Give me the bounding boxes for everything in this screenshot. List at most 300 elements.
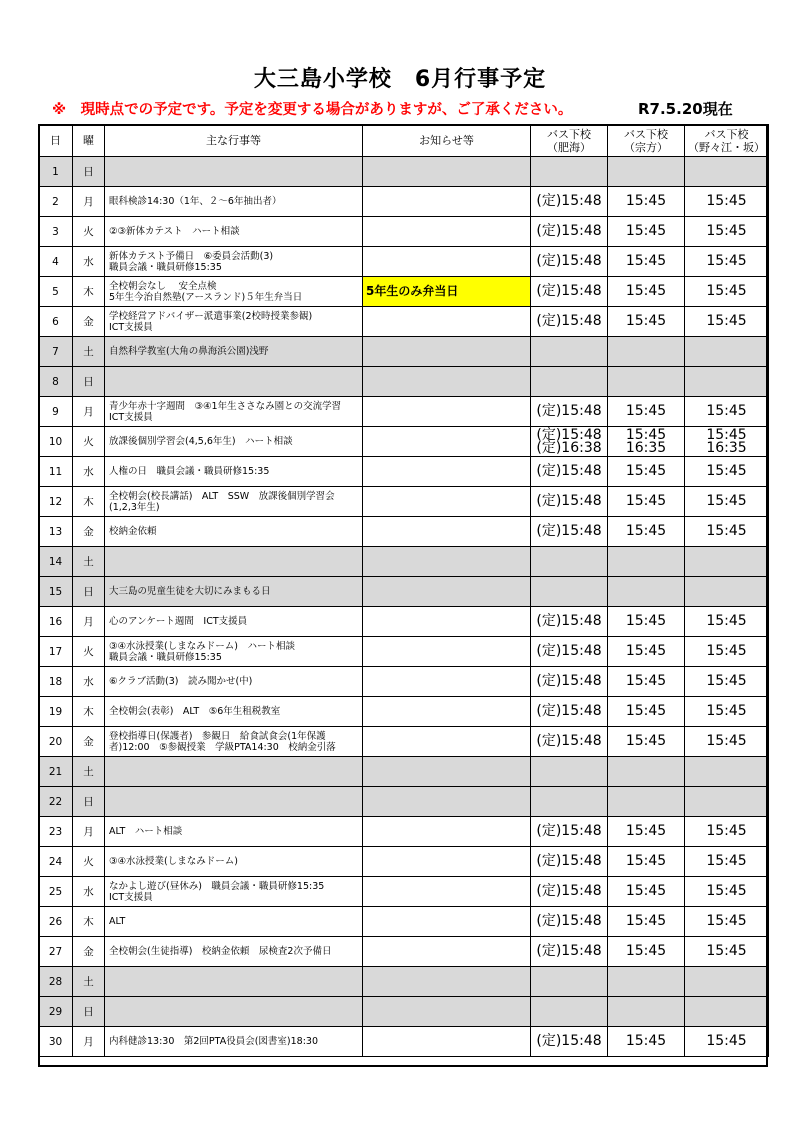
table-row bbox=[39, 877, 769, 907]
weekday-cell-line: 木 bbox=[83, 496, 94, 508]
weekday-cell bbox=[73, 907, 105, 937]
weekday-cell bbox=[73, 937, 105, 967]
events-cell bbox=[105, 817, 363, 847]
bus-himi-cell bbox=[531, 187, 608, 217]
bus-himi-cell-line: (定)15:48 bbox=[536, 853, 602, 869]
bus-munakata-cell bbox=[608, 247, 685, 277]
bus-nonoe-saka-cell-line: 15:45 bbox=[706, 883, 747, 899]
bus-himi-cell bbox=[531, 607, 608, 637]
events-cell-line: 校納金依頼 bbox=[109, 526, 157, 537]
weekday-cell-line: 月 bbox=[83, 826, 94, 838]
bus-himi-cell bbox=[531, 967, 608, 997]
events-cell-line: 青少年赤十字週間 ③④1年生ささなみ園との交流学習 ICT支援員 bbox=[109, 400, 351, 423]
bus-nonoe-saka-cell bbox=[685, 157, 769, 187]
events-cell bbox=[105, 787, 363, 817]
bus-himi-cell-line: (定)15:48 bbox=[536, 733, 602, 749]
bus-nonoe-saka-cell bbox=[685, 637, 769, 667]
table-row bbox=[39, 607, 769, 637]
weekday-cell-line: 日 bbox=[83, 586, 94, 598]
table-row bbox=[39, 277, 769, 307]
bus-himi-cell bbox=[531, 487, 608, 517]
bus-himi-cell bbox=[531, 727, 608, 757]
weekday-cell bbox=[73, 697, 105, 727]
bus-munakata-cell bbox=[608, 847, 685, 877]
notice-cell bbox=[363, 247, 531, 277]
weekday-cell-line: 金 bbox=[83, 526, 94, 538]
bus-himi-cell bbox=[531, 217, 608, 247]
day-cell-line: 28 bbox=[48, 975, 63, 988]
weekday-cell bbox=[73, 187, 105, 217]
bus-nonoe-saka-cell bbox=[685, 577, 769, 607]
weekday-cell bbox=[73, 487, 105, 517]
day-cell-line: 7 bbox=[52, 345, 59, 358]
bus-munakata-cell bbox=[608, 727, 685, 757]
bus-munakata-cell bbox=[608, 607, 685, 637]
bus-himi-cell bbox=[531, 637, 608, 667]
events-cell bbox=[105, 907, 363, 937]
bus-munakata-cell bbox=[608, 1027, 685, 1057]
events-cell-line: 内科健診13:30 第2回PTA役員会(図書室)18:30 bbox=[109, 1036, 319, 1047]
bus-munakata-cell bbox=[608, 787, 685, 817]
events-cell bbox=[105, 427, 363, 457]
events-cell bbox=[105, 337, 363, 367]
table-row bbox=[39, 937, 769, 967]
table-row bbox=[39, 187, 769, 217]
bus-munakata-cell-line: 15:45 bbox=[625, 493, 667, 509]
notice-cell bbox=[363, 607, 531, 637]
weekday-cell bbox=[73, 277, 105, 307]
bus-munakata-cell-line: 15:45 bbox=[625, 523, 667, 539]
notice-cell bbox=[363, 877, 531, 907]
bus-nonoe-saka-cell-line: 16:35 bbox=[706, 439, 747, 456]
bus-himi-cell-line: (定)15:48 bbox=[536, 403, 602, 419]
weekday-cell-line: 水 bbox=[83, 256, 94, 268]
notice-cell bbox=[363, 667, 531, 697]
table-row bbox=[39, 787, 769, 817]
weekday-cell-line: 日 bbox=[83, 1006, 94, 1018]
bus-nonoe-saka-cell-line: 15:45 bbox=[706, 523, 747, 539]
bus-nonoe-saka-cell bbox=[685, 517, 769, 547]
events-cell-line: ICT支援員 bbox=[109, 321, 153, 333]
events-cell-line: 人権の日 職員会議・職員研修15:35 bbox=[109, 466, 270, 477]
weekday-cell-line: 木 bbox=[83, 286, 94, 298]
bus-nonoe-saka-cell-line: 15:45 bbox=[706, 493, 747, 509]
events-cell bbox=[105, 607, 363, 637]
bus-himi-cell bbox=[531, 277, 608, 307]
bus-munakata-cell bbox=[608, 487, 685, 517]
day-cell bbox=[39, 757, 73, 787]
events-cell bbox=[105, 637, 363, 667]
day-cell bbox=[39, 817, 73, 847]
bus-himi-cell-line: (定)15:48 bbox=[536, 943, 602, 959]
bus-himi-cell-line: (定)15:48 bbox=[536, 673, 602, 689]
bus-nonoe-saka-cell-line: 15:45 bbox=[706, 193, 747, 209]
bus-munakata-cell bbox=[608, 667, 685, 697]
day-cell-line: 22 bbox=[48, 795, 63, 808]
events-cell bbox=[105, 757, 363, 787]
weekday-cell bbox=[73, 1027, 105, 1057]
bus-munakata-cell-line: 15:45 bbox=[625, 283, 667, 299]
day-cell-line: 19 bbox=[48, 705, 63, 718]
bus-himi-cell bbox=[531, 877, 608, 907]
bus-nonoe-saka-cell bbox=[685, 487, 769, 517]
bus-himi-cell bbox=[531, 697, 608, 727]
table-row bbox=[39, 817, 769, 847]
bus-munakata-cell bbox=[608, 457, 685, 487]
bus-munakata-cell-line: 15:45 bbox=[625, 463, 667, 479]
bus-himi-cell-line: (定)15:48 bbox=[536, 643, 602, 659]
events-cell-line: 登校指導日(保護者) 参観日 給食試食会(1年保護者)12:00 ⑤参観授業 学級PTA14:30 校納金引落 bbox=[109, 730, 336, 753]
weekday-cell-line: 日 bbox=[83, 166, 94, 178]
bus-nonoe-saka-cell bbox=[685, 667, 769, 697]
bus-nonoe-saka-cell bbox=[685, 727, 769, 757]
day-cell bbox=[39, 727, 73, 757]
header-bus-nonoe-saka bbox=[685, 125, 769, 157]
bus-himi-cell bbox=[531, 427, 608, 457]
events-cell-line: ⑥クラブ活動(3) 読み聞かせ(中) bbox=[109, 676, 253, 687]
weekday-cell-line: 土 bbox=[83, 346, 94, 358]
day-cell bbox=[39, 697, 73, 727]
header-events: 主な行事等 bbox=[105, 125, 363, 157]
table-row bbox=[39, 1027, 769, 1057]
day-cell-line: 10 bbox=[48, 435, 63, 448]
notice-cell bbox=[363, 427, 531, 457]
header-bus-munakata bbox=[608, 125, 685, 157]
bus-munakata-cell-line: 15:45 bbox=[625, 193, 667, 209]
weekday-cell-line: 木 bbox=[83, 916, 94, 928]
bus-munakata-cell-line: 15:45 bbox=[625, 643, 667, 659]
events-cell-line: 放課後個別学習会(4,5,6年生) ハート相談 bbox=[109, 436, 293, 447]
bus-nonoe-saka-cell bbox=[685, 457, 769, 487]
bus-himi-cell bbox=[531, 337, 608, 367]
header-bus-label: バス下校 bbox=[547, 127, 591, 141]
bus-munakata-cell-line: 16:35 bbox=[625, 439, 667, 456]
bus-himi-cell bbox=[531, 517, 608, 547]
notice-cell bbox=[363, 577, 531, 607]
bus-nonoe-saka-cell bbox=[685, 337, 769, 367]
bus-nonoe-saka-cell bbox=[685, 547, 769, 577]
weekday-cell bbox=[73, 637, 105, 667]
table-row bbox=[39, 637, 769, 667]
events-cell-line: ALT ハート相談 bbox=[109, 826, 183, 837]
notice-cell bbox=[363, 727, 531, 757]
events-cell-line: 学校経営アドバイザー派遣事業(2校時授業参観) bbox=[109, 310, 313, 322]
bus-himi-cell bbox=[531, 457, 608, 487]
events-cell-line: 全校朝会なし 安全点検 bbox=[109, 280, 217, 292]
bus-munakata-cell bbox=[608, 907, 685, 937]
bus-munakata-cell bbox=[608, 427, 685, 457]
day-cell bbox=[39, 277, 73, 307]
weekday-cell bbox=[73, 877, 105, 907]
weekday-cell bbox=[73, 397, 105, 427]
bus-himi-cell bbox=[531, 577, 608, 607]
table-row bbox=[39, 427, 769, 457]
table-row bbox=[39, 307, 769, 337]
bus-nonoe-saka-cell-line: 15:45 bbox=[706, 426, 747, 443]
bus-himi-cell bbox=[531, 847, 608, 877]
day-cell bbox=[39, 397, 73, 427]
schedule-table bbox=[38, 124, 769, 1057]
events-cell bbox=[105, 967, 363, 997]
notice-cell bbox=[363, 367, 531, 397]
weekday-cell bbox=[73, 727, 105, 757]
events-cell-line: 全校朝会(生徒指導) 校納金依頼 尿検査2次予備日 bbox=[109, 946, 332, 957]
weekday-cell bbox=[73, 787, 105, 817]
bus-munakata-cell-line: 15:45 bbox=[625, 823, 667, 839]
day-cell-line: 16 bbox=[48, 615, 63, 628]
events-cell bbox=[105, 487, 363, 517]
bus-nonoe-saka-cell bbox=[685, 877, 769, 907]
events-cell bbox=[105, 217, 363, 247]
day-cell-line: 15 bbox=[48, 585, 63, 598]
day-cell bbox=[39, 487, 73, 517]
events-cell-line: 職員会議・職員研修15:35 bbox=[109, 651, 222, 663]
day-cell bbox=[39, 847, 73, 877]
day-cell bbox=[39, 367, 73, 397]
day-cell-line: 24 bbox=[48, 855, 63, 868]
bus-himi-cell bbox=[531, 997, 608, 1027]
bus-munakata-cell-line: 15:45 bbox=[625, 426, 667, 443]
notice-cell bbox=[363, 997, 531, 1027]
bus-himi-cell bbox=[531, 397, 608, 427]
day-cell-line: 18 bbox=[48, 675, 63, 688]
weekday-cell bbox=[73, 847, 105, 877]
events-cell-line: 職員会議・職員研修15:35 bbox=[109, 261, 222, 273]
events-cell bbox=[105, 577, 363, 607]
day-cell bbox=[39, 1027, 73, 1057]
bus-munakata-cell-line: 15:45 bbox=[625, 913, 667, 929]
header-bus-label: バス下校 bbox=[704, 127, 749, 141]
bus-nonoe-saka-cell-line: 15:45 bbox=[706, 253, 747, 269]
bus-himi-cell-line: (定)15:48 bbox=[536, 313, 602, 329]
weekday-cell bbox=[73, 817, 105, 847]
day-cell bbox=[39, 217, 73, 247]
events-cell bbox=[105, 877, 363, 907]
day-cell bbox=[39, 427, 73, 457]
bus-himi-cell-line: (定)15:48 bbox=[536, 613, 602, 629]
day-cell-line: 2 bbox=[52, 195, 59, 208]
events-cell-line: 全校朝会(表彰) ALT ⑤6年生租税教室 bbox=[109, 706, 281, 717]
notice-cell bbox=[363, 907, 531, 937]
notice-cell bbox=[363, 397, 531, 427]
notice-cell bbox=[363, 277, 531, 307]
bus-nonoe-saka-cell bbox=[685, 847, 769, 877]
notice-cell bbox=[363, 637, 531, 667]
bus-munakata-cell-line: 15:45 bbox=[625, 613, 667, 629]
weekday-cell-line: 火 bbox=[83, 856, 94, 868]
bus-munakata-cell-line: 15:45 bbox=[625, 703, 667, 719]
bus-nonoe-saka-cell-line: 15:45 bbox=[706, 733, 747, 749]
weekday-cell-line: 水 bbox=[83, 676, 94, 688]
table-row bbox=[39, 697, 769, 727]
day-cell-line: 13 bbox=[48, 525, 63, 538]
table-row bbox=[39, 667, 769, 697]
bus-himi-cell bbox=[531, 817, 608, 847]
events-cell-line: 心のアンケート週間 ICT支援員 bbox=[109, 616, 248, 627]
weekday-cell bbox=[73, 367, 105, 397]
as-of-date: R7.5.20現在 bbox=[638, 100, 733, 118]
table-row bbox=[39, 577, 769, 607]
bus-nonoe-saka-cell bbox=[685, 757, 769, 787]
day-cell-line: 5 bbox=[52, 285, 59, 298]
events-cell bbox=[105, 937, 363, 967]
weekday-cell-line: 金 bbox=[83, 316, 94, 328]
day-cell bbox=[39, 187, 73, 217]
bus-munakata-cell bbox=[608, 367, 685, 397]
day-cell-line: 26 bbox=[48, 915, 63, 928]
events-cell bbox=[105, 277, 363, 307]
weekday-cell bbox=[73, 577, 105, 607]
bus-nonoe-saka-cell bbox=[685, 997, 769, 1027]
day-cell bbox=[39, 517, 73, 547]
header-bus-himi bbox=[531, 125, 608, 157]
day-cell-line: 21 bbox=[48, 765, 63, 778]
bus-nonoe-saka-cell-line: 15:45 bbox=[706, 643, 747, 659]
events-cell bbox=[105, 247, 363, 277]
weekday-cell bbox=[73, 757, 105, 787]
day-cell-line: 14 bbox=[48, 555, 63, 568]
bus-himi-cell bbox=[531, 757, 608, 787]
bus-himi-cell-line: (定)15:48 bbox=[536, 253, 602, 269]
bus-munakata-cell bbox=[608, 757, 685, 787]
weekday-cell bbox=[73, 997, 105, 1027]
day-cell bbox=[39, 967, 73, 997]
table-row bbox=[39, 967, 769, 997]
notice-cell bbox=[363, 817, 531, 847]
events-cell-line: なかよし遊び(昼休み) 職員会議・職員研修15:35 bbox=[109, 880, 325, 892]
events-cell bbox=[105, 397, 363, 427]
notice-cell bbox=[363, 487, 531, 517]
day-cell-line: 1 bbox=[52, 165, 59, 178]
notice-cell bbox=[363, 517, 531, 547]
table-row bbox=[39, 547, 769, 577]
notice-cell bbox=[363, 307, 531, 337]
notice-cell bbox=[363, 847, 531, 877]
day-cell bbox=[39, 877, 73, 907]
notice-cell-line: 5年生のみ弁当日 bbox=[366, 284, 459, 298]
weekday-cell-line: 土 bbox=[83, 556, 94, 568]
bus-himi-cell-line: (定)15:48 bbox=[536, 283, 602, 299]
bus-himi-cell bbox=[531, 787, 608, 817]
bus-munakata-cell bbox=[608, 997, 685, 1027]
bus-himi-cell-line: (定)15:48 bbox=[536, 426, 602, 443]
bus-nonoe-saka-cell bbox=[685, 967, 769, 997]
bus-himi-cell-line: (定)15:48 bbox=[536, 703, 602, 719]
events-cell bbox=[105, 847, 363, 877]
notice-cell bbox=[363, 697, 531, 727]
bus-nonoe-saka-cell bbox=[685, 217, 769, 247]
notice-cell bbox=[363, 937, 531, 967]
day-cell bbox=[39, 337, 73, 367]
weekday-cell bbox=[73, 307, 105, 337]
events-cell bbox=[105, 457, 363, 487]
bus-munakata-cell bbox=[608, 307, 685, 337]
weekday-cell bbox=[73, 427, 105, 457]
events-cell bbox=[105, 517, 363, 547]
day-cell bbox=[39, 457, 73, 487]
weekday-cell-line: 土 bbox=[83, 976, 94, 988]
weekday-cell-line: 月 bbox=[83, 406, 94, 418]
events-cell bbox=[105, 307, 363, 337]
bus-munakata-cell-line: 15:45 bbox=[625, 943, 667, 959]
bus-nonoe-saka-cell bbox=[685, 1027, 769, 1057]
events-cell bbox=[105, 667, 363, 697]
day-cell-line: 25 bbox=[48, 885, 63, 898]
bus-munakata-cell bbox=[608, 337, 685, 367]
weekday-cell-line: 月 bbox=[83, 1036, 94, 1048]
bus-nonoe-saka-cell bbox=[685, 367, 769, 397]
events-cell-line: 自然科学教室(大角の鼻海浜公園)浅野 bbox=[109, 346, 269, 357]
bus-nonoe-saka-cell bbox=[685, 697, 769, 727]
bus-nonoe-saka-cell bbox=[685, 397, 769, 427]
day-cell-line: 30 bbox=[48, 1035, 63, 1048]
bus-munakata-cell-line: 15:45 bbox=[625, 673, 667, 689]
bus-himi-cell-line: (定)15:48 bbox=[536, 913, 602, 929]
bus-nonoe-saka-cell bbox=[685, 907, 769, 937]
header-bus-label: バス下校 bbox=[624, 127, 668, 141]
weekday-cell bbox=[73, 247, 105, 277]
bus-munakata-cell bbox=[608, 157, 685, 187]
events-cell-line: 大三島の児童生徒を大切にみまもる日 bbox=[109, 586, 271, 597]
bus-nonoe-saka-cell bbox=[685, 247, 769, 277]
bus-himi-cell-line: (定)16:38 bbox=[536, 439, 602, 456]
weekday-cell-line: 月 bbox=[83, 196, 94, 208]
weekday-cell-line: 火 bbox=[83, 436, 94, 448]
weekday-cell bbox=[73, 457, 105, 487]
bus-himi-cell-line: (定)15:48 bbox=[536, 823, 602, 839]
table-row bbox=[39, 727, 769, 757]
header-day: 日 bbox=[39, 125, 73, 157]
day-cell bbox=[39, 637, 73, 667]
bus-himi-cell-line: (定)15:48 bbox=[536, 493, 602, 509]
bus-himi-cell-line: (定)15:48 bbox=[536, 193, 602, 209]
day-cell bbox=[39, 307, 73, 337]
table-row bbox=[39, 397, 769, 427]
events-cell bbox=[105, 157, 363, 187]
bus-munakata-cell bbox=[608, 937, 685, 967]
bus-nonoe-saka-cell bbox=[685, 307, 769, 337]
notice-cell bbox=[363, 967, 531, 997]
bus-himi-cell-line: (定)15:48 bbox=[536, 223, 602, 239]
weekday-cell bbox=[73, 517, 105, 547]
bus-munakata-cell bbox=[608, 547, 685, 577]
day-cell-line: 3 bbox=[52, 225, 59, 238]
bus-nonoe-saka-cell-line: 15:45 bbox=[706, 1033, 747, 1049]
notice-cell bbox=[363, 337, 531, 367]
table-row bbox=[39, 247, 769, 277]
bus-munakata-cell bbox=[608, 967, 685, 997]
weekday-cell bbox=[73, 547, 105, 577]
bus-himi-cell bbox=[531, 1027, 608, 1057]
bus-nonoe-saka-cell bbox=[685, 427, 769, 457]
day-cell-line: 27 bbox=[48, 945, 63, 958]
day-cell bbox=[39, 247, 73, 277]
day-cell-line: 12 bbox=[48, 495, 63, 508]
bus-himi-cell bbox=[531, 307, 608, 337]
bus-himi-cell bbox=[531, 907, 608, 937]
day-cell bbox=[39, 607, 73, 637]
bus-himi-cell-line: (定)15:48 bbox=[536, 1033, 602, 1049]
weekday-cell-line: 金 bbox=[83, 946, 94, 958]
events-cell bbox=[105, 367, 363, 397]
bus-munakata-cell-line: 15:45 bbox=[625, 853, 667, 869]
bus-nonoe-saka-cell-line: 15:45 bbox=[706, 463, 747, 479]
notice-cell bbox=[363, 787, 531, 817]
events-cell-line: 眼科検診14:30（1年、２～6年抽出者） bbox=[109, 196, 282, 207]
bus-munakata-cell bbox=[608, 277, 685, 307]
events-cell-line: 5年生今治自然塾(アースランド)５年生弁当日 bbox=[109, 291, 303, 303]
weekday-cell-line: 水 bbox=[83, 886, 94, 898]
